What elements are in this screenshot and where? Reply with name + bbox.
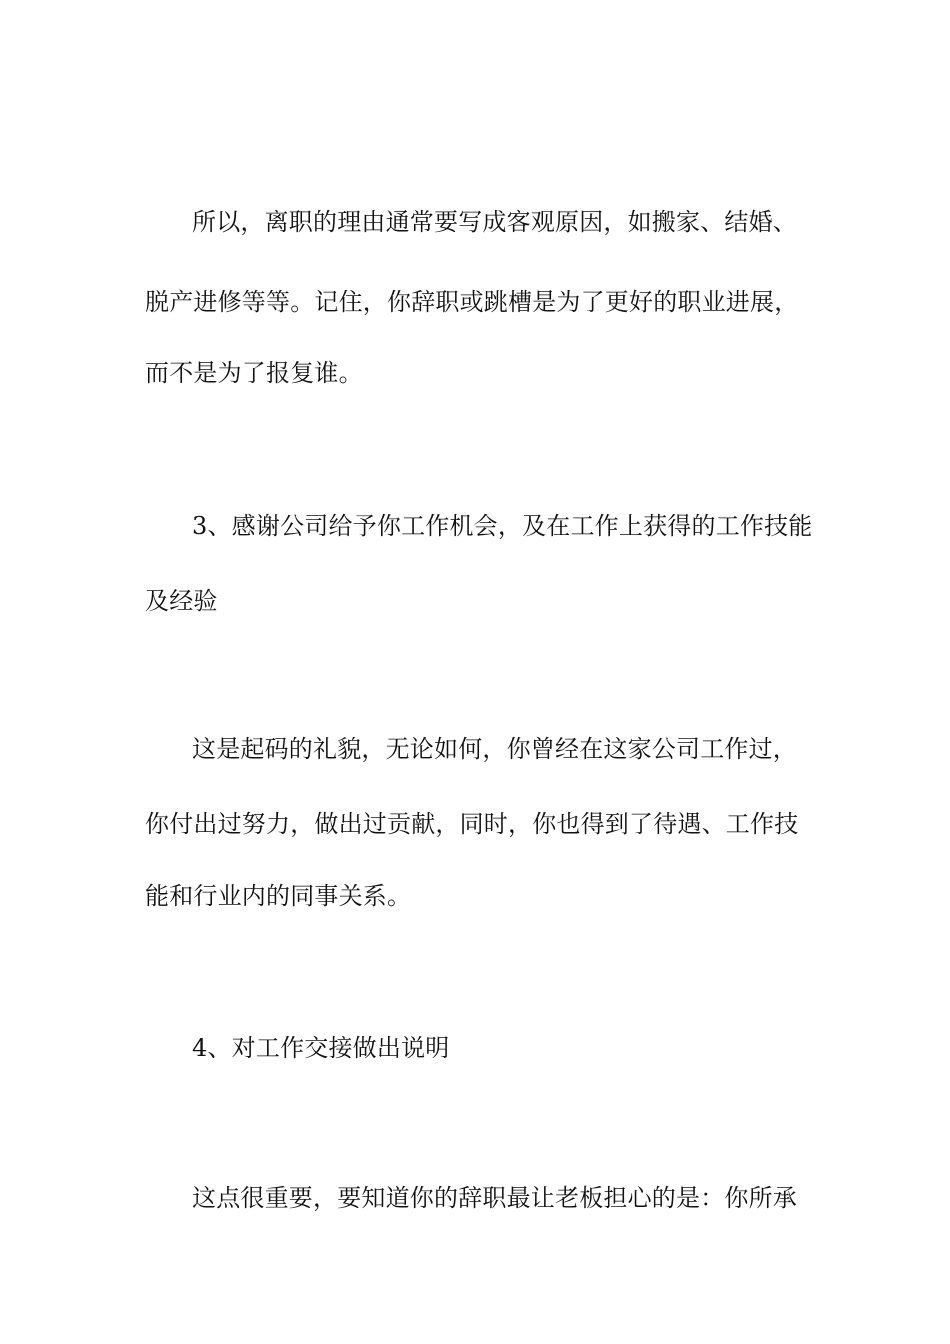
paragraph-2-line-1: 这是起码的礼貌，无论如何，你曾经在这家公司工作过， bbox=[192, 735, 797, 763]
paragraph-3-line-1: 这点很重要，要知道你的辞职最让老板担心的是：你所承 bbox=[192, 1184, 797, 1212]
section-3-heading-line-1: 3、感谢公司给予你工作机会，及在工作上获得的工作技能 bbox=[192, 512, 813, 540]
paragraph-1-line-2: 脱产进修等等。记住，你辞职或跳槽是为了更好的职业进展， bbox=[145, 288, 799, 316]
section-4-heading: 4、对工作交接做出说明 bbox=[192, 1034, 450, 1062]
paragraph-2-line-3: 能和行业内的同事关系。 bbox=[145, 882, 412, 910]
paragraph-1-line-3: 而不是为了报复谁。 bbox=[145, 359, 363, 387]
section-3-heading-line-2: 及经验 bbox=[145, 587, 218, 615]
paragraph-2-line-2: 你付出过努力，做出过贡献，同时，你也得到了待遇、工作技 bbox=[145, 810, 799, 838]
paragraph-1-line-1: 所以，离职的理由通常要写成客观原因，如搬家、结婚、 bbox=[192, 208, 797, 236]
